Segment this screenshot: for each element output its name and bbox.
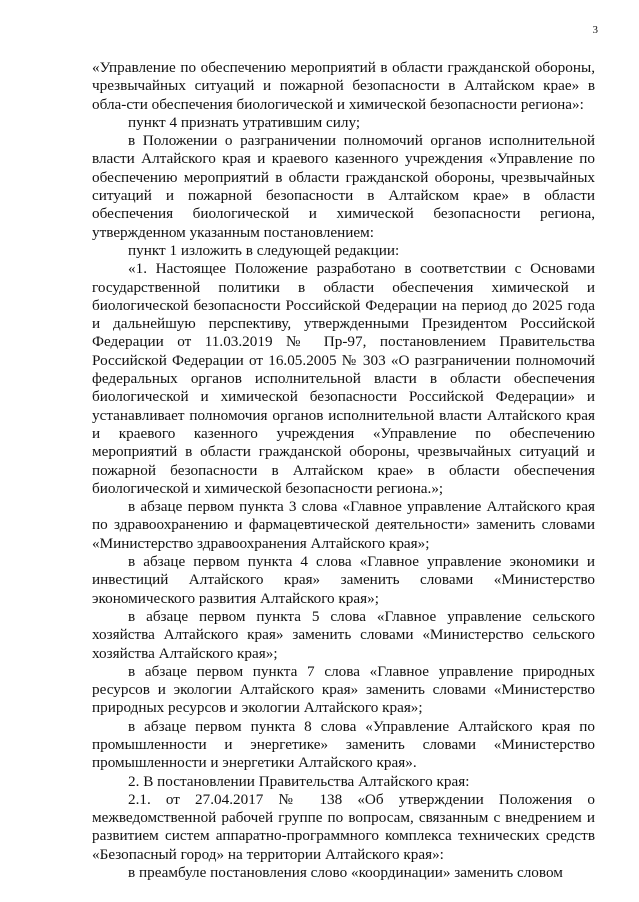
paragraph-6: в абзаце первом пункта 3 слова «Главное управление Алтайского края по здравоохранению и фармацевтической деятельности» заменить словами «Министерство здравоохранения Алтайского края»; bbox=[92, 498, 595, 552]
page-number: 3 bbox=[592, 24, 598, 36]
paragraph-3: в Положении о разграничении полномочий органов исполнительной власти Алтайского края и краевого казенного учреждения «Управление по обеспечению мероприятий в области гражданской обороны, чрезвычайных ситуаций и пожарной безопасности в Алтайском крае» в области обеспечения биологической и химической безопасности региона, утвержденном указанным постановлением: bbox=[92, 132, 595, 241]
document-body bbox=[92, 59, 595, 882]
paragraph-10: в абзаце первом пункта 8 слова «Управление Алтайского края по промышленности и энергетике» заменить словами «Министерство промышленности и энергетики Алтайского края». bbox=[92, 717, 595, 772]
paragraph-12: 2.1. от 27.04.2017 № 138 «Об утверждении Положения о межведомственной рабочей группе по вопросам, связанным с внедрением и развитием систем аппаратно-программного комплекса технических средств «Безопасный город» на территории Алтайского края»: bbox=[92, 790, 595, 863]
paragraph-11: 2. В постановлении Правительства Алтайского края: bbox=[128, 772, 470, 790]
paragraph-4: пункт 1 изложить в следующей редакции: bbox=[128, 241, 400, 259]
paragraph-2: пункт 4 признать утратившим силу; bbox=[128, 113, 361, 131]
paragraph-8: в абзаце первом пункта 5 слова «Главное управление сельского хозяйства Алтайского края» заменить словами «Министерство сельского хозяйства Алтайского края»; bbox=[92, 607, 595, 662]
paragraph-9: в абзаце первом пункта 7 слова «Главное управление природных ресурсов и экологии Алтайского края» заменить словами «Министерство природных ресурсов и экологии Алтайского края»; bbox=[92, 662, 595, 717]
paragraph-1: «Управление по обеспечению мероприятий в области гражданской обороны, чрезвычайных ситуаций и пожарной безопасности в Алтайском крае» в обла-сти обеспечения биологической и химической безопасности региона»: bbox=[92, 59, 595, 113]
paragraph-7: в абзаце первом пункта 4 слова «Главное управление экономики и инвестиций Алтайского края» заменить словами «Министерство экономического развития Алтайского края»; bbox=[92, 553, 595, 607]
paragraph-5: «1. Настоящее Положение разработано в соответствии с Основами государственной политики в области обеспечения химической и биологической безопасности Российской Федерации на период до 2025 года и дальнейшую перспективу, утвержденными Президентом Российской Федерации от 11.03.2019 № Пр-97, постановлением Правительства Российской Федерации от 16.05.2005 № 303 «О разграничении полномочий федеральных органов исполнительной власти в области обеспечения биологической и химической безопасности Российской Федерации» и устанавливает полномочия органов исполнительной власти Алтайского края и краевого казенного учреждения «Управление по обеспечению мероприятий в области гражданской обороны, чрезвычайных ситуаций и пожарной безопасности в Алтайском крае» в области обеспечения биологической и химической безопасности региона.»; bbox=[92, 260, 595, 497]
paragraph-13: в преамбуле постановления слово «координации» заменить словом bbox=[128, 864, 563, 882]
